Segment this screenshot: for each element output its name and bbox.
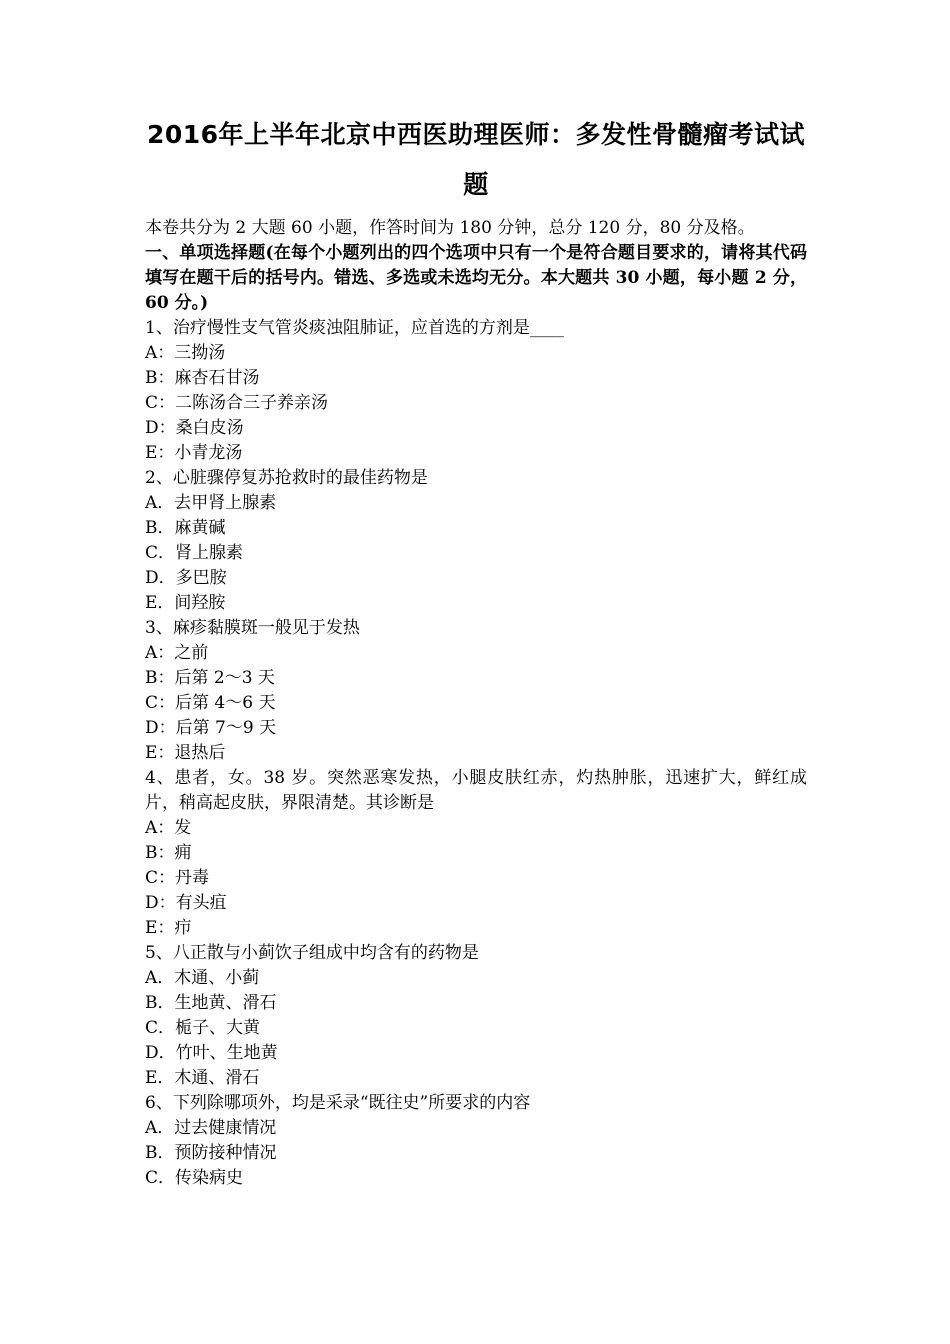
question-item <box>145 941 807 1091</box>
question-list <box>145 316 807 1191</box>
question-stem: 6、下列除哪项外，均是采录“既往史”所要求的内容 <box>145 1093 531 1113</box>
question-stem: 2、心脏骤停复苏抢救时的最佳药物是 <box>145 468 428 488</box>
answer-option: E：小青龙汤 <box>145 443 243 463</box>
answer-option: D：桑白皮汤 <box>145 418 244 438</box>
answer-option: C：丹毒 <box>145 868 210 888</box>
title-line-1: 2016年上半年北京中西医助理医师：多发性骨髓瘤考试试 <box>146 120 806 149</box>
answer-option: A．过去健康情况 <box>145 1118 277 1138</box>
answer-option: B．麻黄碱 <box>145 518 226 538</box>
question-item <box>145 466 807 616</box>
answer-option: B．生地黄、滑石 <box>145 993 277 1013</box>
answer-option: B：麻杏石甘汤 <box>145 368 260 388</box>
answer-option: C：二陈汤合三子养亲汤 <box>145 393 329 413</box>
answer-option: D．多巴胺 <box>145 568 227 588</box>
answer-option: A：三拗汤 <box>145 343 226 363</box>
section-heading: 一、单项选择题(在每个小题列出的四个选项中只有一个是符合题目要求的，请将其代码填写在题干后的括号内。错选、多选或未选均无分。本大题共 30 小题，每小题 2 分，60 分。) <box>145 243 807 313</box>
answer-option: C．传染病史 <box>145 1168 244 1188</box>
answer-option: C．肾上腺素 <box>145 543 244 563</box>
document-title <box>145 112 807 208</box>
answer-option: E：退热后 <box>145 743 226 763</box>
answer-option: D：后第 7～9 天 <box>145 718 277 738</box>
answer-option: E：疖 <box>145 918 192 938</box>
document-page <box>145 112 807 1191</box>
question-item <box>145 766 807 941</box>
answer-option: A．去甲肾上腺素 <box>145 493 277 513</box>
question-item <box>145 316 807 466</box>
answer-option: C：后第 4～6 天 <box>145 693 276 713</box>
answer-option: D：有头疽 <box>145 893 227 913</box>
answer-option: E．木通、滑石 <box>145 1068 260 1088</box>
answer-option: B：后第 2～3 天 <box>145 668 275 688</box>
answer-option: E．间羟胺 <box>145 593 226 613</box>
answer-option: A：之前 <box>145 643 209 663</box>
answer-option: C．栀子、大黄 <box>145 1018 261 1038</box>
question-item <box>145 616 807 766</box>
question-stem: 5、八正散与小蓟饮子组成中均含有的药物是 <box>145 943 479 963</box>
question-stem: 4、患者，女。38 岁。突然恶寒发热，小腿皮肤红赤，灼热肿胀，迅速扩大，鲜红成片，稍高起皮肤，界限清楚。其诊断是 <box>145 768 807 813</box>
answer-option: D．竹叶、生地黄 <box>145 1043 278 1063</box>
answer-option: A．木通、小蓟 <box>145 968 260 988</box>
answer-option: B：痈 <box>145 843 192 863</box>
question-stem: 3、麻疹黏膜斑一般见于发热 <box>145 618 360 638</box>
answer-option: B．预防接种情况 <box>145 1143 277 1163</box>
exam-intro: 本卷共分为 2 大题 60 小题，作答时间为 180 分钟，总分 120 分，80 分及格。 <box>145 218 755 238</box>
answer-option: A：发 <box>145 818 192 838</box>
title-line-2: 题 <box>463 170 489 199</box>
question-item <box>145 1091 807 1191</box>
question-stem: 1、治疗慢性支气管炎痰浊阻肺证，应首选的方剂是____ <box>145 318 564 338</box>
